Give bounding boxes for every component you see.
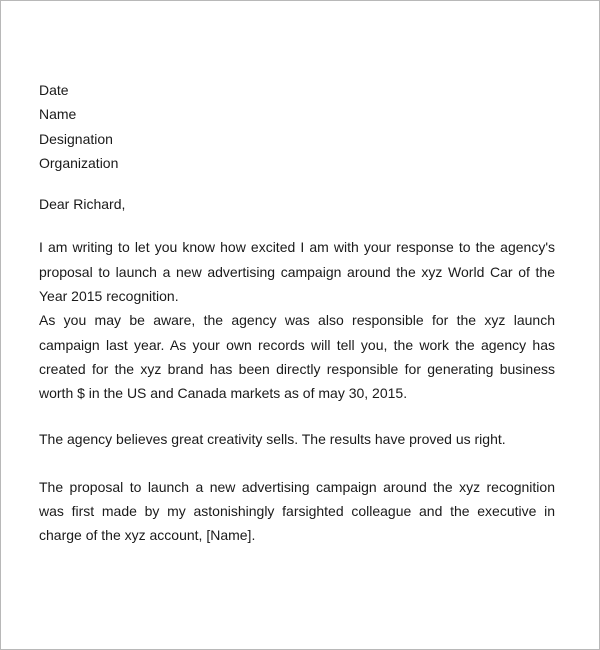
organization-line: Organization <box>39 154 119 171</box>
paragraph-4: The proposal to launch a new advertising campaign around the xyz recognition was first made by my astonishingly farsighted colleague and the executive in charge of the xyz account, [Name]. <box>39 478 555 544</box>
name-line: Name <box>39 106 77 123</box>
paragraph-2: As you may be aware, the agency was also responsible for the xyz launch campaign last year. As your own records will tell you, the work the agency has created for the xyz brand has been directly responsible for generating business worth $ in the US and Canada markets as of may 30, 2015. <box>39 312 555 402</box>
designation-line: Designation <box>39 130 113 147</box>
letter-body <box>39 78 555 548</box>
paragraph-3: The agency believes great creativity sells. The results have proved us right. <box>39 430 506 447</box>
salutation: Dear Richard, <box>39 196 126 213</box>
paragraph-1: I am writing to let you know how excited I am with your response to the agency's proposal to launch a new advertising campaign around the xyz World Car of the Year 2015 recognition. <box>39 239 555 305</box>
date-line: Date <box>39 82 69 98</box>
